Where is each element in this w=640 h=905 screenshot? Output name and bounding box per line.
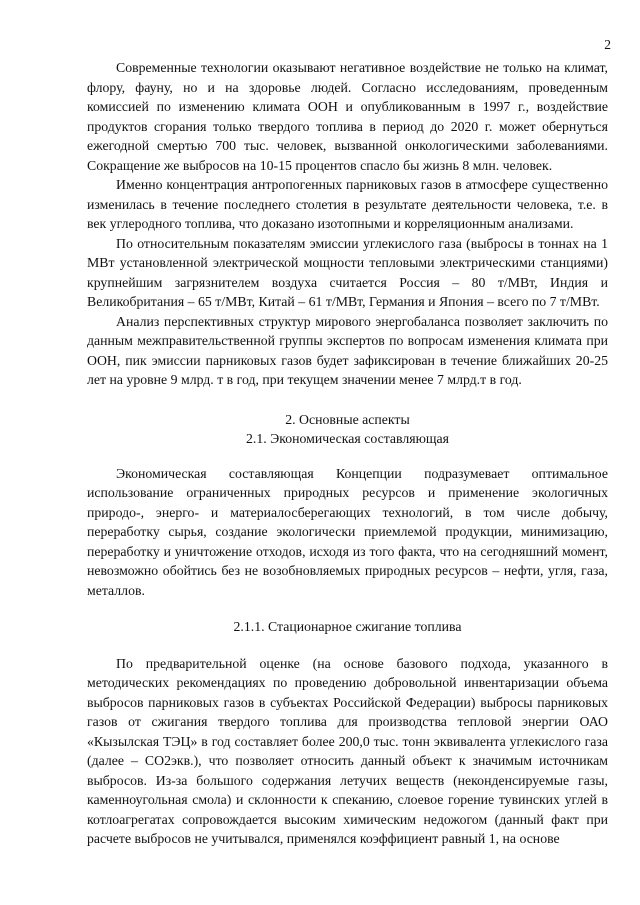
subsection-heading: 2.1. Экономическая составляющая <box>245 431 449 446</box>
paragraph-ghg-concentration: Именно концентрация антропогенных парниковых газов в атмосфере существенно изменилась в течение последнего столетия в результате деятельности человека, т.е. в век углеродного топлива, что доказано изотопными и корреляционным анализами. <box>87 177 608 231</box>
page-number: 2 <box>604 37 611 52</box>
paragraph-energy-balance: Анализ перспективных структур мирового энергобаланса позволяет заключить по данным межправительственной группы экспертов по вопросам изменения климата при ООН, пик эмиссии парниковых газов будет зафиксирован в течение ближайших 20-25 лет на уровне 9 млрд. т в год, при текущем значении менее 7 млрд.т в год. <box>87 313 608 387</box>
paragraph-emission-indicators: По относительным показателям эмиссии углекислого газа (выбросы в тоннах на 1 МВт установленной электрической мощности тепловыми электрическими станциями) крупнейшим загрязнителем воздуха считается Россия – 80 т/МВт, Индия и Великобритания – 65 т/МВт, Китай – 61 т/МВт, Германия и Япония – всего по 7 т/МВт. <box>87 235 608 309</box>
paragraph-economic: Экономическая составляющая Концепции подразумевает оптимальное использование ограниченных природных ресурсов и применение экологичных природо-, энерго- и материалосберегающих технологий, в том числе добычу, переработку сырья, создание экологически приемлемой продукции, минимизацию, переработку и уничтожение отходов, исходя из того факта, что на сегодняшний момент, невозможно обойтись без не возобновляемых природных ресурсов – нефти, угля, газа, металлов. <box>87 465 608 598</box>
page-body <box>87 58 608 849</box>
section-heading-block <box>87 410 608 449</box>
paragraph-combustion: По предварительной оценке (на основе базового подхода, указанного в методических рекомендациях по проведению добровольной инвентаризации объема выбросов парниковых газов в субъектах Российской Федерации) выбросы парниковых газов от сжигания твердого топлива для производства тепловой энергии ОАО «Кызылская ТЭЦ» в год составляет более 200,0 тыс. тонн эквивалента углекислого газа (далее – СО2экв.), что позволяет относить данный объект к значимым источникам выбросов. Из-за большого содержания летучих веществ (неконденсируемые газы, каменноугольная смола) и склонности к спеканию, слоевое горение тувинских углей в котлоагрегатах сопровождается высоким химическим недожогом (данный факт при расчете выбросов не учитывался, применялся коэффициент равный 1, на основе <box>87 655 608 846</box>
paragraph-health-impact: Современные технологии оказывают негативное воздействие не только на климат, флору, фауну, но и на здоровье людей. Согласно исследованиям, проведенным комиссией по изменению климата ООН и опубликованным в 1997 г., воздействие продуктов сгорания только твердого топлива в период до 2020 г. может обернуться ежегодной смертью 700 тыс. человек, вызванной онкологическими заболеваниями. Сокращение же выбросов на 10-15 процентов спасло бы жизнь 8 млн. человек. <box>87 60 608 173</box>
section-heading: 2. Основные аспекты <box>285 411 410 427</box>
subsubsection-heading: 2.1.1. Стационарное сжигание топлива <box>233 619 462 634</box>
